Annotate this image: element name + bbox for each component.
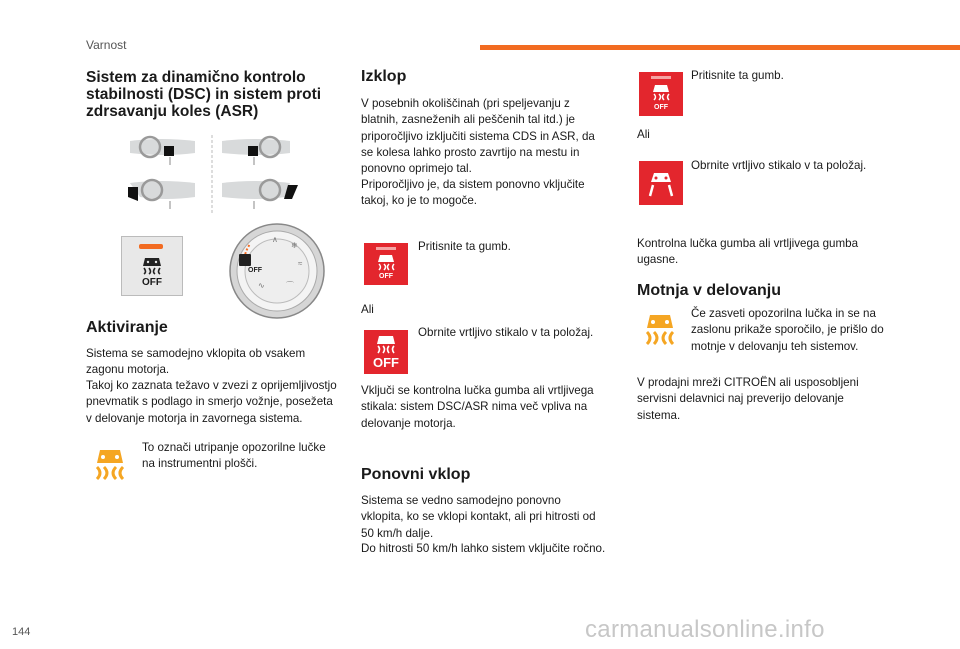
activation-paragraph-1: Sistema se samodejno vklopita ob vsakem zagonu motorja. — [86, 347, 306, 377]
knob-position-icon — [639, 161, 683, 205]
warning-text: To označi utripanje opozorilne lučke na instrumentni plošči. — [142, 441, 326, 471]
ponovni-paragraph-1: Sistema se vedno samodejno ponovno vklopita, ko se vklopi kontakt, ali pri hitrosti od 50 km/h dalje. — [361, 494, 596, 540]
turn-knob-text: Obrnite vrtljivo stikalo v ta položaj. — [691, 159, 867, 172]
skidding-car-icon — [376, 253, 396, 271]
izklop-paragraph-2: Priporočljivo je, da sistem ponovno vključite takoj, ko je to mogoče. — [361, 178, 585, 208]
after-off-text: Vključi se kontrolna lučka gumba ali vrtljivega stikala: sistem DSC/ASR nima več vpliva na delovanje motorja. — [361, 384, 594, 430]
warning-lamp-icon — [92, 447, 128, 483]
svg-text:∧: ∧ — [272, 235, 278, 244]
off-label: OFF — [654, 104, 668, 111]
skidding-car-icon — [374, 334, 398, 354]
skidding-car-icon — [651, 83, 671, 101]
ali-text: Ali — [637, 128, 650, 141]
svg-text:❄: ❄ — [291, 241, 298, 250]
off-label: OFF — [373, 355, 399, 370]
ponovni-heading: Ponovni vklop — [361, 466, 471, 483]
skidding-car-icon — [141, 255, 163, 275]
page-number: 144 — [12, 626, 31, 638]
button-off-label: OFF — [142, 277, 162, 288]
press-button-text: Pritisnite ta gumb. — [691, 69, 784, 82]
press-button-text: Pritisnite ta gumb. — [418, 240, 511, 253]
knob-off-position-icon — [364, 330, 408, 374]
svg-text:⌒: ⌒ — [286, 281, 294, 290]
header-accent-bar — [480, 45, 960, 50]
rotary-knob-illustration — [228, 222, 326, 320]
off-label: OFF — [379, 273, 393, 280]
watermark: carmanualsonline.info — [585, 616, 825, 643]
lamp-off-text: Kontrolna lučka gumba ali vrtljivega gumba ugasne. — [637, 237, 859, 267]
off-button-icon — [364, 243, 408, 285]
page-title: Sistem za dinamično kontrolo stabilnosti (DSC) in sistem proti zdrsavanju koles (ASR) — [86, 69, 322, 120]
izklop-paragraph-1: V posebnih okoliščinah (pri speljevanju z blatnih, zasneženih ali peščenih tal itd.) je priporočljivo izključiti sistema CDS in ASR, da se kolesa lahko prosto zavrtijo na mestu in ponovno oprimejo tal. — [361, 97, 595, 176]
warning-lamp-icon — [642, 312, 678, 348]
fault-heading: Motnja v delovanju — [637, 282, 782, 299]
svg-text:∿: ∿ — [258, 281, 265, 290]
off-button-icon — [639, 72, 683, 116]
dsc-off-button — [121, 236, 183, 296]
section-label: Varnost — [86, 38, 127, 52]
service-text: V prodajni mreži CITROËN ali usposobljeni servisni delavnici naj preverijo delovanje sistema. — [637, 376, 859, 422]
izklop-heading: Izklop — [361, 68, 407, 85]
ponovni-paragraph-2: Do hitrosti 50 km/h lahko sistem vključite ročno. — [361, 542, 606, 555]
fault-text: Če zasveti opozorilna lučka in se na zaslonu prikaže sporočilo, je prišlo do motnje v delovanju teh sistemov. — [691, 307, 884, 353]
activation-paragraph-2: Takoj ko zaznata težavo v zvezi z oprijemljivostjo pnevmatik s podlago in smerjo vožnje, posežeta v delovanje motorja in zavornega sistema. — [86, 379, 337, 425]
ali-text: Ali — [361, 303, 374, 316]
activation-heading: Aktiviranje — [86, 319, 168, 336]
turn-knob-text: Obrnite vrtljivo stikalo v ta položaj. — [418, 326, 594, 339]
button-indicator-lamp — [139, 244, 163, 249]
svg-text:≈: ≈ — [298, 259, 303, 268]
svg-text:OFF: OFF — [248, 267, 262, 274]
steering-wheel-illustrations — [120, 135, 305, 215]
road-car-icon — [647, 169, 675, 197]
